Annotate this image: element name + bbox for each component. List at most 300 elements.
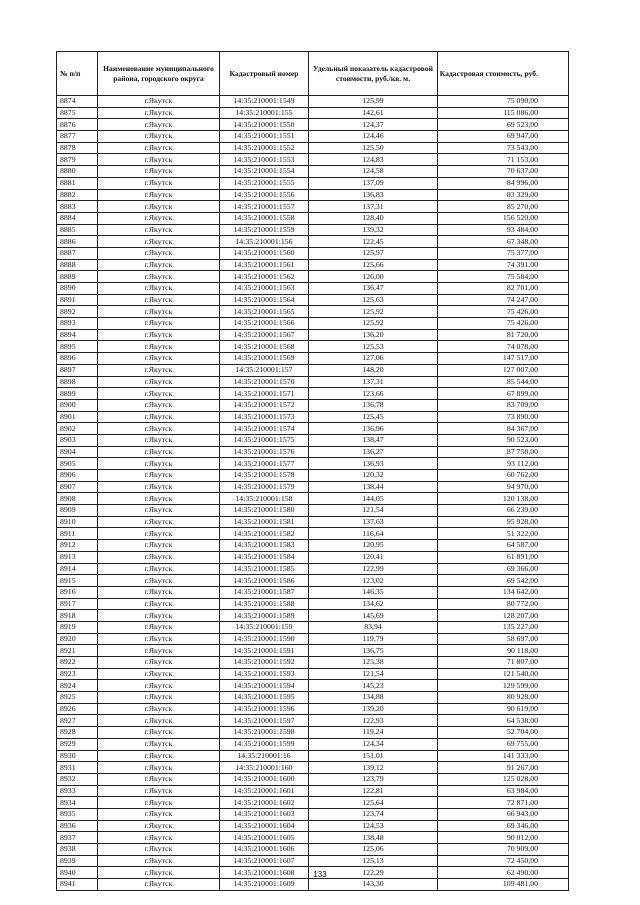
table-row bbox=[57, 797, 569, 809]
specific-value-cell: 136,78 bbox=[309, 399, 438, 411]
table-row bbox=[57, 236, 569, 248]
cadastral-value-cell: 74 391,00 bbox=[438, 259, 569, 271]
cadastral-value-cell: 69 947,00 bbox=[438, 131, 569, 143]
cadastral-value-cell: 115 086,00 bbox=[438, 107, 569, 119]
cadastral-value-cell: 69 366,00 bbox=[438, 563, 569, 575]
municipality-cell: г.Якутск bbox=[98, 271, 220, 283]
cadastral-value-cell: 67 899,00 bbox=[438, 388, 569, 400]
row-number-cell: 8927 bbox=[57, 715, 98, 727]
specific-value-cell: 143,30 bbox=[309, 879, 438, 891]
specific-value-cell: 120,95 bbox=[309, 540, 438, 552]
specific-value-cell: 136,47 bbox=[309, 283, 438, 295]
cadastral-value-cell: 90 012,00 bbox=[438, 832, 569, 844]
specific-value-cell: 136,83 bbox=[309, 189, 438, 201]
table-row bbox=[57, 458, 569, 470]
cadastral-value-cell: 64 587,00 bbox=[438, 540, 569, 552]
cadastral-value-cell: 70 637,00 bbox=[438, 166, 569, 178]
specific-value-cell: 119,79 bbox=[309, 633, 438, 645]
municipality-cell: г.Якутск bbox=[98, 142, 220, 154]
row-number-cell: 8903 bbox=[57, 434, 98, 446]
table-row bbox=[57, 96, 569, 108]
cadastral-number-cell: 14:35:210001:1559 bbox=[220, 224, 309, 236]
cadastral-value-cell: 83 709,00 bbox=[438, 399, 569, 411]
specific-value-cell: 125,13 bbox=[309, 855, 438, 867]
specific-value-cell: 122,81 bbox=[309, 785, 438, 797]
page-number: 133 bbox=[313, 870, 327, 879]
cadastral-number-cell: 14:35:210001:1568 bbox=[220, 341, 309, 353]
specific-value-cell: 136,75 bbox=[309, 645, 438, 657]
cadastral-value-cell: 127 007,00 bbox=[438, 364, 569, 376]
table-row bbox=[57, 201, 569, 213]
cadastral-value-cell: 51 322,00 bbox=[438, 528, 569, 540]
row-number-cell: 8896 bbox=[57, 353, 98, 365]
cadastral-number-cell: 14:35:210001:1569 bbox=[220, 353, 309, 365]
row-number-cell: 8935 bbox=[57, 808, 98, 820]
row-number-cell: 8936 bbox=[57, 820, 98, 832]
cadastral-value-cell: 73 890,00 bbox=[438, 411, 569, 423]
specific-value-cell: 127,06 bbox=[309, 353, 438, 365]
cadastral-value-cell: 73 543,00 bbox=[438, 142, 569, 154]
specific-value-cell: 122,29 bbox=[309, 867, 438, 879]
cadastral-number-cell: 14:35:210001:1574 bbox=[220, 423, 309, 435]
cadastral-number-cell: 14:35:210001:1591 bbox=[220, 645, 309, 657]
row-number-cell: 8875 bbox=[57, 107, 98, 119]
table-row bbox=[57, 131, 569, 143]
table-body bbox=[57, 96, 569, 891]
cadastral-value-cell: 66 239,00 bbox=[438, 505, 569, 517]
cadastral-number-cell: 14:35:210001:1602 bbox=[220, 797, 309, 809]
table-row bbox=[57, 166, 569, 178]
header-specific-value: Удельный показатель кадастровой стоимости, руб./кв. м. bbox=[309, 52, 438, 96]
table-row bbox=[57, 808, 569, 820]
table-row bbox=[57, 283, 569, 295]
header-row bbox=[57, 52, 569, 96]
specific-value-cell: 139,12 bbox=[309, 762, 438, 774]
row-number-cell: 8910 bbox=[57, 516, 98, 528]
specific-value-cell: 126,00 bbox=[309, 271, 438, 283]
specific-value-cell: 125,92 bbox=[309, 318, 438, 330]
table-row bbox=[57, 727, 569, 739]
specific-value-cell: 122,99 bbox=[309, 563, 438, 575]
row-number-cell: 8913 bbox=[57, 551, 98, 563]
municipality-cell: г.Якутск bbox=[98, 364, 220, 376]
specific-value-cell: 139,32 bbox=[309, 224, 438, 236]
cadastral-value-cell: 147 517,00 bbox=[438, 353, 569, 365]
row-number-cell: 8941 bbox=[57, 879, 98, 891]
cadastral-number-cell: 14:35:210001:1600 bbox=[220, 773, 309, 785]
municipality-cell: г.Якутск bbox=[98, 294, 220, 306]
specific-value-cell: 125,50 bbox=[309, 142, 438, 154]
specific-value-cell: 124,34 bbox=[309, 738, 438, 750]
cadastral-value-table-page bbox=[56, 51, 538, 891]
row-number-cell: 8882 bbox=[57, 189, 98, 201]
municipality-cell: г.Якутск bbox=[98, 808, 220, 820]
specific-value-cell: 148,20 bbox=[309, 364, 438, 376]
row-number-cell: 8921 bbox=[57, 645, 98, 657]
specific-value-cell: 83,94 bbox=[309, 621, 438, 633]
cadastral-value-cell: 83 329,00 bbox=[438, 189, 569, 201]
cadastral-value-cell: 64 538,00 bbox=[438, 715, 569, 727]
cadastral-number-cell: 14:35:210001:156 bbox=[220, 236, 309, 248]
cadastral-value-cell: 85 270,00 bbox=[438, 201, 569, 213]
cadastral-value-cell: 90 118,00 bbox=[438, 645, 569, 657]
cadastral-value-cell: 109 481,00 bbox=[438, 879, 569, 891]
cadastral-value-cell: 91 267,00 bbox=[438, 762, 569, 774]
specific-value-cell: 123,79 bbox=[309, 773, 438, 785]
cadastral-value-cell: 75 090,00 bbox=[438, 96, 569, 108]
cadastral-value-cell: 66 943,00 bbox=[438, 808, 569, 820]
cadastral-number-cell: 14:35:210001:1595 bbox=[220, 692, 309, 704]
row-number-cell: 8885 bbox=[57, 224, 98, 236]
municipality-cell: г.Якутск bbox=[98, 621, 220, 633]
specific-value-cell: 121,54 bbox=[309, 668, 438, 680]
municipality-cell: г.Якутск bbox=[98, 247, 220, 259]
row-number-cell: 8891 bbox=[57, 294, 98, 306]
table-row bbox=[57, 493, 569, 505]
municipality-cell: г.Якутск bbox=[98, 633, 220, 645]
table-row bbox=[57, 692, 569, 704]
municipality-cell: г.Якутск bbox=[98, 376, 220, 388]
table-row bbox=[57, 551, 569, 563]
cadastral-number-cell: 14:35:210001:1593 bbox=[220, 668, 309, 680]
cadastral-number-cell: 14:35:210001:1560 bbox=[220, 247, 309, 259]
cadastral-number-cell: 14:35:210001:1590 bbox=[220, 633, 309, 645]
cadastral-number-cell: 14:35:210001:1552 bbox=[220, 142, 309, 154]
row-number-cell: 8908 bbox=[57, 493, 98, 505]
row-number-cell: 8876 bbox=[57, 119, 98, 131]
cadastral-number-cell: 14:35:210001:158 bbox=[220, 493, 309, 505]
municipality-cell: г.Якутск bbox=[98, 329, 220, 341]
row-number-cell: 8937 bbox=[57, 832, 98, 844]
row-number-cell: 8895 bbox=[57, 341, 98, 353]
municipality-cell: г.Якутск bbox=[98, 353, 220, 365]
cadastral-value-cell: 94 970,00 bbox=[438, 481, 569, 493]
municipality-cell: г.Якутск bbox=[98, 645, 220, 657]
cadastral-number-cell: 14:35:210001:1573 bbox=[220, 411, 309, 423]
municipality-cell: г.Якутск bbox=[98, 773, 220, 785]
specific-value-cell: 125,66 bbox=[309, 259, 438, 271]
municipality-cell: г.Якутск bbox=[98, 481, 220, 493]
specific-value-cell: 120,32 bbox=[309, 470, 438, 482]
row-number-cell: 8911 bbox=[57, 528, 98, 540]
specific-value-cell: 122,93 bbox=[309, 715, 438, 727]
specific-value-cell: 145,23 bbox=[309, 680, 438, 692]
specific-value-cell: 146,35 bbox=[309, 586, 438, 598]
specific-value-cell: 116,64 bbox=[309, 528, 438, 540]
cadastral-value-cell: 90 523,00 bbox=[438, 434, 569, 446]
municipality-cell: г.Якутск bbox=[98, 844, 220, 856]
cadastral-number-cell: 14:35:210001:1594 bbox=[220, 680, 309, 692]
cadastral-number-cell: 14:35:210001:1558 bbox=[220, 212, 309, 224]
municipality-cell: г.Якутск bbox=[98, 446, 220, 458]
cadastral-number-cell: 14:35:210001:1566 bbox=[220, 318, 309, 330]
row-number-cell: 8877 bbox=[57, 131, 98, 143]
municipality-cell: г.Якутск bbox=[98, 575, 220, 587]
specific-value-cell: 124,83 bbox=[309, 154, 438, 166]
municipality-cell: г.Якутск bbox=[98, 388, 220, 400]
table-row bbox=[57, 259, 569, 271]
row-number-cell: 8884 bbox=[57, 212, 98, 224]
cadastral-value-cell: 52 704,00 bbox=[438, 727, 569, 739]
specific-value-cell: 123,66 bbox=[309, 388, 438, 400]
cadastral-number-cell: 14:35:210001:157 bbox=[220, 364, 309, 376]
specific-value-cell: 138,47 bbox=[309, 434, 438, 446]
specific-value-cell: 125,45 bbox=[309, 411, 438, 423]
row-number-cell: 8887 bbox=[57, 247, 98, 259]
specific-value-cell: 125,06 bbox=[309, 844, 438, 856]
cadastral-value-cell: 74 078,00 bbox=[438, 341, 569, 353]
header-cadastral-value: Кадастровая стоимость, руб. bbox=[438, 52, 569, 96]
specific-value-cell: 123,02 bbox=[309, 575, 438, 587]
row-number-cell: 8899 bbox=[57, 388, 98, 400]
cadastral-value-cell: 141 333,00 bbox=[438, 750, 569, 762]
row-number-cell: 8925 bbox=[57, 692, 98, 704]
cadastral-number-cell: 14:35:210001:1554 bbox=[220, 166, 309, 178]
municipality-cell: г.Якутск bbox=[98, 119, 220, 131]
specific-value-cell: 119,24 bbox=[309, 727, 438, 739]
cadastral-value-cell: 69 346,00 bbox=[438, 820, 569, 832]
municipality-cell: г.Якутск bbox=[98, 540, 220, 552]
table-row bbox=[57, 762, 569, 774]
cadastral-number-cell: 14:35:210001:1561 bbox=[220, 259, 309, 271]
table-row bbox=[57, 212, 569, 224]
cadastral-number-cell: 14:35:210001:1583 bbox=[220, 540, 309, 552]
municipality-cell: г.Якутск bbox=[98, 820, 220, 832]
specific-value-cell: 122,45 bbox=[309, 236, 438, 248]
row-number-cell: 8920 bbox=[57, 633, 98, 645]
municipality-cell: г.Якутск bbox=[98, 189, 220, 201]
cadastral-value-cell: 121 540,00 bbox=[438, 668, 569, 680]
cadastral-value-cell: 80 928,00 bbox=[438, 692, 569, 704]
table-row bbox=[57, 657, 569, 669]
cadastral-number-cell: 14:35:210001:1579 bbox=[220, 481, 309, 493]
municipality-cell: г.Якутск bbox=[98, 493, 220, 505]
row-number-cell: 8922 bbox=[57, 657, 98, 669]
row-number-cell: 8907 bbox=[57, 481, 98, 493]
row-number-cell: 8940 bbox=[57, 867, 98, 879]
row-number-cell: 8939 bbox=[57, 855, 98, 867]
table-row bbox=[57, 119, 569, 131]
specific-value-cell: 144,05 bbox=[309, 493, 438, 505]
municipality-cell: г.Якутск bbox=[98, 762, 220, 774]
cadastral-value-cell: 75 377,00 bbox=[438, 247, 569, 259]
table-row bbox=[57, 142, 569, 154]
row-number-cell: 8894 bbox=[57, 329, 98, 341]
cadastral-value-cell: 72 871,00 bbox=[438, 797, 569, 809]
table-row bbox=[57, 785, 569, 797]
row-number-cell: 8918 bbox=[57, 610, 98, 622]
municipality-cell: г.Якутск bbox=[98, 797, 220, 809]
table-row bbox=[57, 446, 569, 458]
row-number-cell: 8888 bbox=[57, 259, 98, 271]
table-row bbox=[57, 341, 569, 353]
row-number-cell: 8917 bbox=[57, 598, 98, 610]
table-row bbox=[57, 423, 569, 435]
table-row bbox=[57, 773, 569, 785]
row-number-cell: 8934 bbox=[57, 797, 98, 809]
cadastral-value-cell: 69 755,00 bbox=[438, 738, 569, 750]
cadastral-number-cell: 14:35:210001:16 bbox=[220, 750, 309, 762]
municipality-cell: г.Якутск bbox=[98, 224, 220, 236]
row-number-cell: 8898 bbox=[57, 376, 98, 388]
specific-value-cell: 125,64 bbox=[309, 797, 438, 809]
row-number-cell: 8933 bbox=[57, 785, 98, 797]
table-row bbox=[57, 668, 569, 680]
municipality-cell: г.Якутск bbox=[98, 201, 220, 213]
cadastral-number-cell: 14:35:210001:1582 bbox=[220, 528, 309, 540]
cadastral-value-cell: 95 928,00 bbox=[438, 516, 569, 528]
municipality-cell: г.Якутск bbox=[98, 259, 220, 271]
municipality-cell: г.Якутск bbox=[98, 423, 220, 435]
header-municipality: Наименование муниципального района, городского округа bbox=[98, 52, 220, 96]
row-number-cell: 8878 bbox=[57, 142, 98, 154]
table-row bbox=[57, 540, 569, 552]
table-row bbox=[57, 411, 569, 423]
specific-value-cell: 125,97 bbox=[309, 247, 438, 259]
table-row bbox=[57, 189, 569, 201]
row-number-cell: 8900 bbox=[57, 399, 98, 411]
row-number-cell: 8874 bbox=[57, 96, 98, 108]
specific-value-cell: 136,96 bbox=[309, 423, 438, 435]
row-number-cell: 8897 bbox=[57, 364, 98, 376]
municipality-cell: г.Якутск bbox=[98, 306, 220, 318]
municipality-cell: г.Якутск bbox=[98, 715, 220, 727]
cadastral-number-cell: 14:35:210001:1565 bbox=[220, 306, 309, 318]
table-row bbox=[57, 505, 569, 517]
specific-value-cell: 125,38 bbox=[309, 657, 438, 669]
cadastral-number-cell: 14:35:210001:1587 bbox=[220, 586, 309, 598]
row-number-cell: 8931 bbox=[57, 762, 98, 774]
cadastral-number-cell: 14:35:210001:1598 bbox=[220, 727, 309, 739]
municipality-cell: г.Якутск bbox=[98, 516, 220, 528]
municipality-cell: г.Якутск bbox=[98, 657, 220, 669]
specific-value-cell: 124,46 bbox=[309, 131, 438, 143]
header-row-number: № п/п bbox=[57, 52, 98, 96]
municipality-cell: г.Якутск bbox=[98, 318, 220, 330]
row-number-cell: 8932 bbox=[57, 773, 98, 785]
row-number-cell: 8904 bbox=[57, 446, 98, 458]
row-number-cell: 8901 bbox=[57, 411, 98, 423]
cadastral-value-cell: 75 584,00 bbox=[438, 271, 569, 283]
municipality-cell: г.Якутск bbox=[98, 341, 220, 353]
cadastral-value-cell: 62 490,00 bbox=[438, 867, 569, 879]
municipality-cell: г.Якутск bbox=[98, 610, 220, 622]
cadastral-value-cell: 80 772,00 bbox=[438, 598, 569, 610]
cadastral-number-cell: 14:35:210001:1572 bbox=[220, 399, 309, 411]
row-number-cell: 8902 bbox=[57, 423, 98, 435]
cadastral-number-cell: 14:35:210001:1549 bbox=[220, 96, 309, 108]
table-row bbox=[57, 318, 569, 330]
table-row bbox=[57, 610, 569, 622]
header-cadastral-number: Кадастровый номер bbox=[220, 52, 309, 96]
table-row bbox=[57, 516, 569, 528]
table-row bbox=[57, 154, 569, 166]
cadastral-value-cell: 71 807,00 bbox=[438, 657, 569, 669]
municipality-cell: г.Якутск bbox=[98, 879, 220, 891]
municipality-cell: г.Якутск bbox=[98, 458, 220, 470]
cadastral-number-cell: 14:35:210001:1608 bbox=[220, 867, 309, 879]
cadastral-value-cell: 71 153,00 bbox=[438, 154, 569, 166]
cadastral-value-cell: 67 348,00 bbox=[438, 236, 569, 248]
cadastral-number-cell: 14:35:210001:1589 bbox=[220, 610, 309, 622]
table-row bbox=[57, 633, 569, 645]
cadastral-value-cell: 81 720,00 bbox=[438, 329, 569, 341]
row-number-cell: 8926 bbox=[57, 703, 98, 715]
table-row bbox=[57, 832, 569, 844]
municipality-cell: г.Якутск bbox=[98, 212, 220, 224]
table-row bbox=[57, 247, 569, 259]
municipality-cell: г.Якутск bbox=[98, 738, 220, 750]
cadastral-number-cell: 14:35:210001:1567 bbox=[220, 329, 309, 341]
table-row bbox=[57, 353, 569, 365]
cadastral-value-cell: 75 426,00 bbox=[438, 318, 569, 330]
specific-value-cell: 137,09 bbox=[309, 177, 438, 189]
specific-value-cell: 125,92 bbox=[309, 306, 438, 318]
cadastral-value-cell: 75 426,00 bbox=[438, 306, 569, 318]
municipality-cell: г.Якутск bbox=[98, 867, 220, 879]
cadastral-number-cell: 14:35:210001:1605 bbox=[220, 832, 309, 844]
municipality-cell: г.Якутск bbox=[98, 855, 220, 867]
municipality-cell: г.Якутск bbox=[98, 832, 220, 844]
row-number-cell: 8893 bbox=[57, 318, 98, 330]
municipality-cell: г.Якутск bbox=[98, 107, 220, 119]
specific-value-cell: 137,63 bbox=[309, 516, 438, 528]
cadastral-value-cell: 120 138,00 bbox=[438, 493, 569, 505]
municipality-cell: г.Якутск bbox=[98, 680, 220, 692]
specific-value-cell: 123,74 bbox=[309, 808, 438, 820]
cadastral-number-cell: 14:35:210001:1580 bbox=[220, 505, 309, 517]
cadastral-value-cell: 60 762,00 bbox=[438, 470, 569, 482]
cadastral-number-cell: 14:35:210001:1586 bbox=[220, 575, 309, 587]
cadastral-value-cell: 58 697,00 bbox=[438, 633, 569, 645]
specific-value-cell: 125,99 bbox=[309, 96, 438, 108]
table-row bbox=[57, 621, 569, 633]
specific-value-cell: 136,20 bbox=[309, 329, 438, 341]
municipality-cell: г.Якутск bbox=[98, 703, 220, 715]
cadastral-value-cell: 74 247,00 bbox=[438, 294, 569, 306]
row-number-cell: 8909 bbox=[57, 505, 98, 517]
municipality-cell: г.Якутск bbox=[98, 586, 220, 598]
specific-value-cell: 142,61 bbox=[309, 107, 438, 119]
specific-value-cell: 121,54 bbox=[309, 505, 438, 517]
specific-value-cell: 124,37 bbox=[309, 119, 438, 131]
cadastral-number-cell: 14:35:210001:1601 bbox=[220, 785, 309, 797]
cadastral-number-cell: 14:35:210001:1596 bbox=[220, 703, 309, 715]
cadastral-number-cell: 14:35:210001:1603 bbox=[220, 808, 309, 820]
municipality-cell: г.Якутск bbox=[98, 727, 220, 739]
cadastral-number-cell: 14:35:210001:1577 bbox=[220, 458, 309, 470]
cadastral-number-cell: 14:35:210001:1585 bbox=[220, 563, 309, 575]
cadastral-value-cell: 69 542,00 bbox=[438, 575, 569, 587]
cadastral-number-cell: 14:35:210001:1556 bbox=[220, 189, 309, 201]
municipality-cell: г.Якутск bbox=[98, 411, 220, 423]
table-row bbox=[57, 177, 569, 189]
row-number-cell: 8919 bbox=[57, 621, 98, 633]
cadastral-number-cell: 14:35:210001:1599 bbox=[220, 738, 309, 750]
cadastral-number-cell: 14:35:210001:1575 bbox=[220, 434, 309, 446]
table-row bbox=[57, 598, 569, 610]
cadastral-number-cell: 14:35:210001:1557 bbox=[220, 201, 309, 213]
cadastral-value-cell: 82 701,00 bbox=[438, 283, 569, 295]
row-number-cell: 8890 bbox=[57, 283, 98, 295]
cadastral-value-cell: 61 891,00 bbox=[438, 551, 569, 563]
table-row bbox=[57, 271, 569, 283]
table-row bbox=[57, 879, 569, 891]
table-row bbox=[57, 680, 569, 692]
specific-value-cell: 134,88 bbox=[309, 692, 438, 704]
specific-value-cell: 136,93 bbox=[309, 458, 438, 470]
cadastral-value-cell: 84 996,00 bbox=[438, 177, 569, 189]
